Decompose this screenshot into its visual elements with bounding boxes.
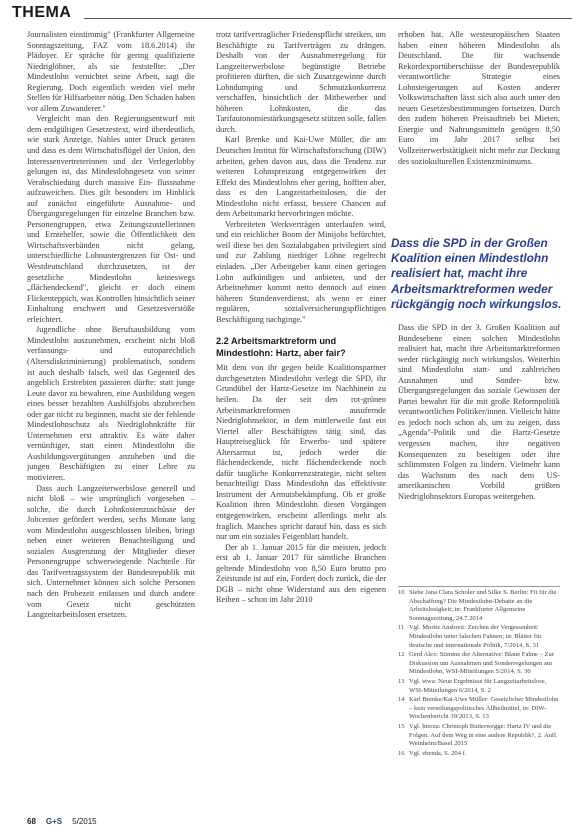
footnote-text: Vgl. hierzu: Christoph Butterwegge: Hartz IV und die Folgen. Auf dem Weg in eine andere Republik?, 2. Aufl. Weinheim/Basel 2015 (409, 722, 558, 748)
footnote-text: Siehe Jana Clara Scholer und Silke S. Berlin: Fit für die Abschaffung? Die Mindestlohn-Debatte an die Arbeitslosigkeit; in: Frankfurter Allgemeine Sonntagszeitung, 24.7.2014 (409, 589, 557, 622)
footnote-number: 13 (398, 677, 405, 685)
article-column-3-top (398, 30, 560, 167)
footnote-text: Gerd Alex: Stimme der Alternative: Blaue Fahne – Zur Diskussion um Ausnahmen und Sonderregelungen am Mindestlohn, WSI-Mitteilungen 5/2014, S. 30 (409, 651, 555, 676)
footnotes (398, 586, 560, 759)
page-number: 68 (27, 817, 36, 826)
paragraph: Dass auch Langzeiterwerbslose generell und nicht bloß – wie ursprünglich vorgesehen – solche, die durch Lohnkostenzuschüsse der Jobcenter gefördert werden, sechs Monate lang vom Mindestlohn ausgeschlossen bleiben, bringt neben einer weiteren Benachteiligung und sozialen Ausgrenzung der Mitglieder dieser Personengruppe schwerwiegende Nachteile für das Tarifvertragssystem der Bundesrepublik mit sich. Unternehmer können sich solche Personen nach den Probezeit entlassen und durch andere vom Gesetz nicht geschützten Langzeitarbeitslosen ersetzen. (27, 483, 195, 620)
footnote-text: Vgl. Moritz Ansbreit: Zeichen der Vergessenheit: Mindestlohn unter falschen Fahnen; in: Blätter für deutsche und internationale Politik, 7/2014, S. 31 (409, 624, 542, 649)
footnote (398, 651, 560, 677)
footnote-number: 15 (398, 722, 405, 730)
section-heading: 2.2 Arbeitsmarktreform und Mindestlohn: Hartz, aber fair? (216, 336, 346, 359)
paragraph: erhoben hat. Alle westeuropäischen Staaten haben einen höheren Mindestlohn als Deutschland. Die für wachsende Rekordexportüberschüsse der Bundesrepublik verantwortliche Strategie eines Lohnsteigerungen auf Kosten anderer Volkswirtschaften lässt sich also auch unter den neuen Gesetzesbestimmungen fortsetzen. Durch den zudem höheren Preisauftrieb bei Mieten, Energie und Nahrungsmitteln genügen 8,50 Euro im Jahr 2017 selbst bei Vollzeiterwerbstätigkeit nicht mehr zur Deckung des soziokulturellen Existenzminimums. (398, 30, 560, 166)
header-rule (84, 18, 572, 19)
paragraph: Vergleicht man den Regierungsentwurf mit dem endgültigen Gesetzestext, wird überdeutlich, wie stark Anzeige, Nahles unter Druck geraten und dass es dem Wirtschaftsflügel der Union, den Interessenvertreterinnen und der Verlegerlobby gelungen ist, das Mindestlohngesetz von seiner Verabschiedung durch massive Ein- flussnahme aufzuweichen. Dies gilt besonders im Hinblick auf zunächst eingeführte Ausnahme- und Übergangsregelungen für einzelne Branchen bzw. Personengruppen, etwa Zeitungszustellerinnen und Erntehelfer, sowie die Öffentlichkeit den Wirtschaftsverbänden nicht gelang, unterschiedliche Lohnuntergrenzen für Ost- und Westdeutschland durchzusetzen, ist der gesetzliche Mindestlohn keineswegs „flächendeckend", gleicht er doch einem Flickenteppich, was Kontrollen hinsichtlich seiner Einhaltung erschwert und Gesetzesverstöße erleichtert. (27, 114, 195, 324)
publication-logo: G+S (45, 817, 63, 826)
footnote-text: Karl Brenke/Kai-Uwe Müller: Gesetzlicher Mindestlohn – kein verteilungspolitisches Allheilmittel, in: DIW-Wochenbericht 39/2013, S. 13 (409, 696, 559, 721)
footnote-number: 12 (398, 651, 405, 659)
footnote-text: Vgl. etwa: Neue Ergebnisse für Langzeitarbeitslose, WSI-Mitteilungen 6/2014, S. 2 (409, 677, 547, 694)
paragraph: Jugendliche ohne Berufsausbildung vom Mindestlohn auszunehmen, erscheint nicht bloß verfassungs- und europarechtlich (Altersdiskriminierung) problematisch, sondern ist auch deshalb falsch, weil das Gegenteil des angeblich Erstrebten passieren dürfte: statt junge Leute davor zu bewahren, eine Ausbildung wegen eines besser bezahlten Aushilfsjobs abzubrechen oder gar nicht zu beginnen, macht sie der fehlende Mindestlohnschutz als Niedriglohnkräfte für Unternehmen erst attraktiv. Es wäre daher vernünftiger, statt einen Mindestlohn die Ausbildungsvergütungen anzuheben und die jungen Beschäftigten zu einer Lehre zu motivieren. (27, 325, 195, 482)
footnote (398, 589, 560, 623)
article-column-2 (216, 30, 386, 606)
footnote (398, 750, 560, 759)
footnote (398, 678, 560, 695)
paragraph: Verbreiteten Werkverträgen unterlaufen wird, und ein reichlicher Boom der Minijobs befürchtet, weil diese bei den Sozialabgaben privilegiert sind und zur Zahlung niedriger Löhne regelrecht einladen. „Der Arbeitgeber kann einen geringen Lohn aufkündigen und anbieten, und der Arbeitnehmer kommt netto dennoch auf einen höheren Stundenverdienst, als wenn er einer regulären, sozialversicherungspflichtigen Beschäftigung nachginge." (216, 219, 386, 324)
footnote-number: 16 (398, 749, 405, 757)
section-title: THEMA (12, 4, 72, 21)
footnote (398, 723, 560, 749)
page-footer (27, 817, 97, 826)
article-column-1 (27, 30, 195, 621)
paragraph: Mit dem von ihr gegen beide Koalitionspartner durchgesetzten Mindestlohn verlegt die SPD, ihr Grundübel der Hartz-Gesetze im Nachhinein zu heilen. Da der seit den rot-grünen Arbeitsmarktreformen ausufernde Niedriglohnsektor, in dem mittlerweile fast ein Viertel aller Beschäftigten tätig sind, das Hauptreiseglück für Erwerbs- und spätere Altersarmut ist, jedoch weder die flächendeckende, nicht flächendeckende noch dafür taugliche Konkurrenzstrategie, nicht selten benachteiligt Dass Mindestlohn das effektivste Instrument der Armutsbekämpfung. Ob er große Koalition ihren Mindestlohn diesen Vorgängen entgegenwirken, erscheint allerdings mehr als fraglich. Manches spricht darauf hin, dass es sich nur um ein soziales Feigenblatt handelt. (216, 363, 386, 542)
footnote-number: 10 (398, 589, 405, 596)
issue-number: 5/2015 (72, 817, 97, 826)
paragraph: Dass die SPD in der 3. Großen Koalition auf Bundesebene einen solchen Mindestlohn realisiert hat, macht ihre Arbeitsmarktreformen weder rückgängig noch wirkungslos. Weiterhin sind Mindestlohn statt- und zahlreichen Ausnahmen und Sonder- bzw. Übergangsregelungen das soziale Gewissen der Partei bewahrt für die mit große Reformpolitik verantwortlichen Politiker/innen. Vielleicht hätte es jedoch noch schon ab, um zu zeigen, dass „Agenda"-Politik und die Hartz-Gesetze vergessen machen, ihre negativen Konsequenzen zu beseitigen oder ihre schlimmsten Folgen zu lindern. Vielmehr kann das Wachstum des nach dem US-amerikanischen Vorbild größten Niedriglohnsektors Europas weitergehen. (398, 323, 561, 501)
footnote (398, 696, 560, 722)
footnote-text: Vgl. ebenda, S. 204 f. (409, 749, 467, 757)
article-column-3-bottom (398, 323, 560, 502)
paragraph: Journalisten einstimmig" (Frankfurter Allgemeine Sonntagszeitung, FAZ vom 18.6.2014) ihr Plädoyer. Er spräche für gering qualifizierte Niedriglöhner, als sie feststellte: „Der Mindestlohn vernichtet seine Arbeit, sagt die Regierung. Doch eigentlich werden viel mehr Stellen für Hilfsarbeiter nötig. Den Schaden haben vor allem Zuwanderer." (27, 30, 195, 113)
pull-quote: Dass die SPD in der Großen Koalition einen Mindestlohn realisiert hat, macht ihre Arbeitsmarktreformen weder rückgängig noch wirkungslos. (391, 236, 562, 311)
paragraph: Karl Brenke und Kai-Uwe Müller, die am Deutschen Institut für Wirtschaftsforschung (DIW) arbeiten, gehen davon aus, dass die Tendenz zur weiteren Lohnspreizung entgegenwirken der Effekt des Mindestlohns eher gering, hofften aber, dass es den Langzeitarbeitslosen, die der Mindestlohn nicht erfasst, bessere Chancen auf dem Arbeitsmarkt hervorbringen möchte. (216, 135, 386, 219)
paragraph: trotz tarifvertraglicher Friedenspflicht streiken, um Beschäftigte zu Tarifverträgen zu drängen. Deshalb von der Ausnahmeregelung für Langzeiterwerbslose begünstigte Betriebe profitieren dürften, die sich Zusatzgewinne durch Lohndumping und Schmutzkonkurrenz verschaffen, hinsichtlich der Mitbewerber und höheren Lohnkosten, die das Tarifautonomiestärkungsgesetz stützen solle, fallen durch. (216, 30, 386, 134)
footnote-number: 11 (398, 624, 405, 632)
paragraph: Der ab 1. Januar 2015 für die meisten, jedoch erst ab 1. Januar 2017 für sämtliche Branchen geltende Mindestlohn von 8,50 Euro brutto pro Zeitstunde ist auf ein, Fordert doch zurück, die der DGB – nicht ohne Widerstand aus den eigenen Reihen – schon im Jahr 2010 (216, 542, 386, 605)
footnote (398, 624, 560, 650)
footnote-number: 14 (398, 696, 405, 704)
page-header (12, 4, 572, 26)
